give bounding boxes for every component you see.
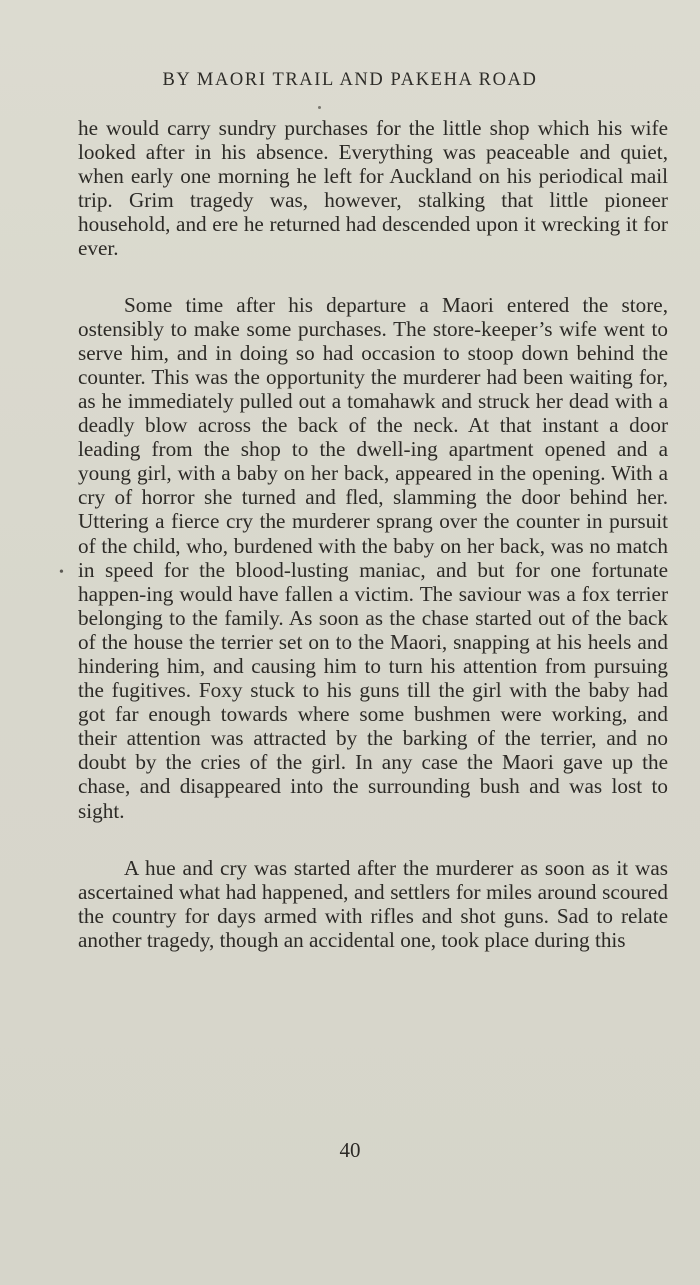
page-number: 40 xyxy=(339,1138,361,1162)
paragraph-continued: he would carry sundry purchases for the little shop which his wife looked after in his absence. Everything was peaceable and quiet, when early one morning he left for Auckland on his periodical mail trip. Grim tragedy was, however, stalking that little pioneer household, and ere he returned had descended upon it wrecking it for ever. xyxy=(78,116,668,261)
running-head: BY MAORI TRAIL AND PAKEHA ROAD xyxy=(162,70,538,90)
margin-mark: • xyxy=(59,565,64,580)
print-speck xyxy=(318,106,321,109)
body-text xyxy=(78,116,668,952)
paragraph-hue-and-cry: A hue and cry was started after the murderer as soon as it was ascertained what had happened, and settlers for miles around scoured the country for days armed with rifles and shot guns. Sad to relate another tragedy, though an accidental one, took place during this xyxy=(78,855,668,952)
paragraph-murder: Some time after his departure a Maori entered the store, ostensibly to make some purchases. The store-keeper’s wife went to serve him, and in doing so had occasion to stoop down behind the counter. This was the opportunity the murderer had been waiting for, as he immediately pulled out a tomahawk and struck her dead with a deadly blow across the back of the neck. At that instant a door leading from the shop to the dwell-ing apartment opened and a young girl, with a baby on her back, appeared in the opening. With a cry of horror she turned and fled, slamming the door behind her. Uttering a fierce cry the murderer sprang over the counter in pursuit of the child, who, burdened with the baby on her back, was no match in speed for the blood-lusting maniac, and but for one fortunate happen-ing would have fallen a victim. The saviour was a fox terrier belonging to the family. As soon as the chase started out of the back of the house the terrier set on to the Maori, snapping at his heels and hindering him, and causing him to turn his attention from pursuing the fugitives. Foxy stuck to his guns till the girl with the baby had got far enough towards where some bushmen were working, and their attention was attracted by the barking of the terrier, and no doubt by the cries of the girl. In any case the Maori gave up the chase, and disappeared into the surrounding bush and was lost to sight. xyxy=(78,292,668,823)
